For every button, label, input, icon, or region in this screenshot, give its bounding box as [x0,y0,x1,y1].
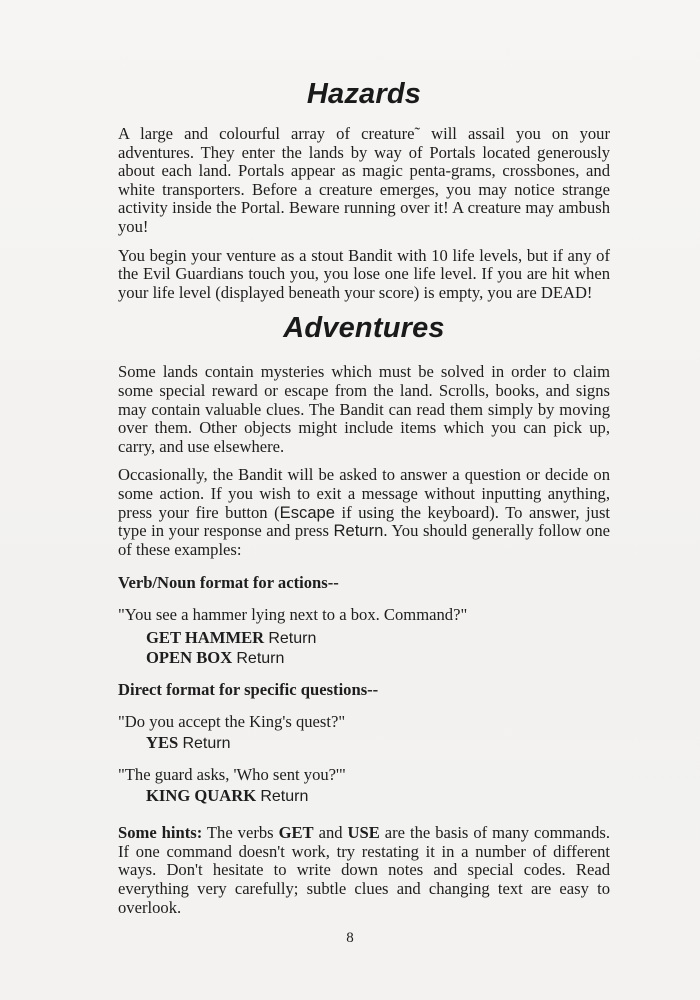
hazards-heading: Hazards [306,78,422,110]
adventures-heading: Adventures [283,312,445,345]
p2-text-c: . You should generally follow one of these examples: [118,521,610,559]
command-keyword: GET HAMMER [146,628,265,648]
page-number: 8 [346,930,354,946]
return-label: Return [236,650,285,668]
direct-example-prompt-1: "Do you accept the King's quest?" [118,712,346,732]
direct-command-2 [118,786,610,806]
direct-command-1 [118,733,610,753]
hazards-paragraph-1: A large and colourful array of creature˜ will assail you on your adventures. They enter the lands by way of Portals located generously about each land. Portals appear as magic penta-grams, crossbones, and white transporters. Before a creature emerges, you may notice strange activity inside the Portal. Beware running over it! A creature may ambush you! [118,124,610,236]
direct-format-heading: Direct format for specific questions-- [118,680,379,700]
direct-examples [118,712,610,806]
p2-text-a: Occasionally, the Bandit will be asked to answer a question or decide on some action. If you wish to exit a message without inputting anything, press your fire button ( [118,465,610,522]
return-label: Return [268,630,317,648]
hints-text-and: and [313,823,348,843]
return-label: Return [260,788,309,806]
direct-example-prompt-2: "The guard asks, 'Who sent you?'" [118,765,346,785]
use-verb: USE [347,823,380,843]
escape-key-label: Escape [279,502,336,522]
verb-example-prompt: "You see a hammer lying next to a box. Command?" [118,605,468,625]
p2-text-b: if using the keyboard). To answer, just type in your response and press [118,502,611,541]
return-label: Return [182,735,231,753]
hints-text-a: The verbs [202,823,279,843]
adventures-paragraph-2 [118,466,610,559]
verb-noun-heading: Verb/Noun format for actions-- [118,573,339,593]
verb-command-2 [118,648,610,668]
get-verb: GET [278,823,314,843]
hints-paragraph [118,824,610,917]
hints-text-b: are the basis of many commands. If one command doesn't work, try restating it in a number of different ways. Don't hesitate to write down notes and special codes. Read everything very carefully; subtle clues and changing text are easy to overlook. [118,823,610,917]
verb-noun-examples [118,605,610,668]
page-content [118,78,610,927]
command-keyword: KING QUARK [146,786,257,806]
hazards-paragraph-2: You begin your venture as a stout Bandit with 10 life levels, but if any of the Evil Guardians touch you, you lose one life level. If you are hit when your life level (displayed beneath your score) is empty, you are DEAD! [118,245,610,302]
hints-label: Some hints: [118,823,203,843]
command-keyword: OPEN BOX [146,648,233,668]
return-key-label: Return [333,521,384,541]
verb-command-1 [118,628,610,648]
command-keyword: YES [146,733,179,753]
adventures-paragraph-1: Some lands contain mysteries which must be solved in order to claim some special reward or escape from the land. Scrolls, books, and signs may contain valuable clues. The Bandit can read them simply by moving over them. Other objects might include items which you can pick up, carry, and use elsewhere. [118,362,610,456]
